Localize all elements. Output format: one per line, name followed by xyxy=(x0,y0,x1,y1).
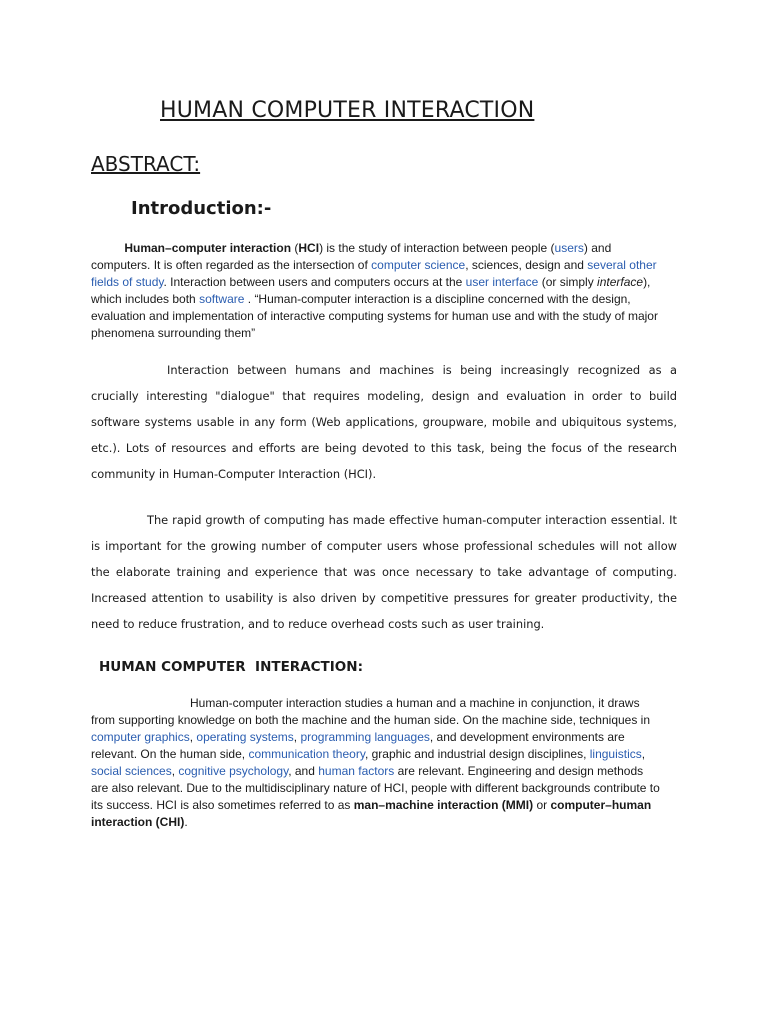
section-heading-colon: : xyxy=(357,659,363,675)
term-hci: Human–computer interaction xyxy=(124,241,292,255)
document-title: HUMAN COMPUTER INTERACTION xyxy=(160,98,535,123)
text: , and xyxy=(288,764,319,778)
text: ), which includes both xyxy=(91,275,651,306)
text: , and development environments are relevant. On the human side, xyxy=(91,730,625,761)
term-mmi: man–machine interaction (MMI) xyxy=(353,798,534,812)
text: or xyxy=(533,798,551,812)
text: ) and computers. It is often regarded as the intersection of xyxy=(91,241,612,272)
link-programming-languages[interactable]: programming languages xyxy=(300,730,430,744)
link-computer-graphics[interactable]: computer graphics xyxy=(91,730,190,744)
link-operating-systems[interactable]: operating systems xyxy=(196,730,294,744)
section-heading xyxy=(99,659,363,675)
abstract-heading: ABSTRACT: xyxy=(91,152,201,176)
text: . Interaction between users and computers occurs at the xyxy=(163,275,466,289)
text: Human-computer interaction studies a human and a machine in conjunction, it draws from supporting knowledge on both the machine and the human side. On the machine side, techniques in xyxy=(91,696,651,727)
term-hci-abbrev: HCI xyxy=(298,241,320,255)
term-chi: computer–human interaction (CHI) xyxy=(91,798,652,829)
intro-paragraph-2 xyxy=(91,357,677,487)
link-software[interactable]: software xyxy=(199,292,245,306)
link-cognitive-psychology[interactable]: cognitive psychology xyxy=(178,764,289,778)
indent xyxy=(91,241,124,255)
text: , xyxy=(171,764,179,778)
text: , xyxy=(189,730,197,744)
link-linguistics[interactable]: linguistics xyxy=(589,747,642,761)
section-heading-text: HUMAN COMPUTER INTERACTION xyxy=(99,659,358,675)
text: , xyxy=(293,730,301,744)
link-user-interface[interactable]: user interface xyxy=(465,275,539,289)
link-social-sciences[interactable]: social sciences xyxy=(91,764,172,778)
intro-paragraph-3 xyxy=(91,507,677,637)
intro-paragraph-1 xyxy=(91,240,661,342)
text: . “Human-computer interaction is a discipline concerned with the design, evaluation and implementation of interactive computing systems for human use and with the study of major phenomena surrounding them” xyxy=(91,292,658,340)
paragraph-text: Interaction between humans and machines is being increasingly recognized as a crucially interesting "dialogue" that requires modeling, design and evaluation in order to build software systems usable in any form (Web applications, groupware, mobile and ubiquitous systems, etc.). Lots of resources and efforts are being devoted to this task, being the focus of the research community in Human-Computer Interaction (HCI). xyxy=(91,363,677,481)
link-communication-theory[interactable]: communication theory xyxy=(248,747,365,761)
link-computer-science[interactable]: computer science xyxy=(371,258,466,272)
text: (or simply xyxy=(538,275,598,289)
introduction-heading: Introduction:- xyxy=(131,198,272,219)
hci-paragraph xyxy=(91,695,661,831)
term-interface: interface xyxy=(597,275,644,289)
link-fields-of-study[interactable]: several other fields of study xyxy=(91,258,657,289)
text: are relevant. Engineering and design methods are also relevant. Due to the multidisciplinary nature of HCI, people with different backgrounds contribute to its success. HCI is also sometimes referred to as xyxy=(91,764,660,812)
text: , xyxy=(641,747,646,761)
link-human-factors[interactable]: human factors xyxy=(318,764,395,778)
paragraph-text: The rapid growth of computing has made effective human-computer interaction essential. It is important for the growing number of computer users whose professional schedules will not allow the elaborate training and experience that was once necessary to take advantage of computing. Increased attention to usability is also driven by competitive pressures for greater productivity, the need to reduce frustration, and to reduce overhead costs such as user training. xyxy=(91,513,677,631)
text: , graphic and industrial design disciplines, xyxy=(364,747,590,761)
text: , sciences, design and xyxy=(465,258,588,272)
text: . xyxy=(184,815,188,829)
text: ( xyxy=(291,241,299,255)
link-users[interactable]: users xyxy=(554,241,584,255)
text: ) is the study of interaction between people ( xyxy=(319,241,555,255)
